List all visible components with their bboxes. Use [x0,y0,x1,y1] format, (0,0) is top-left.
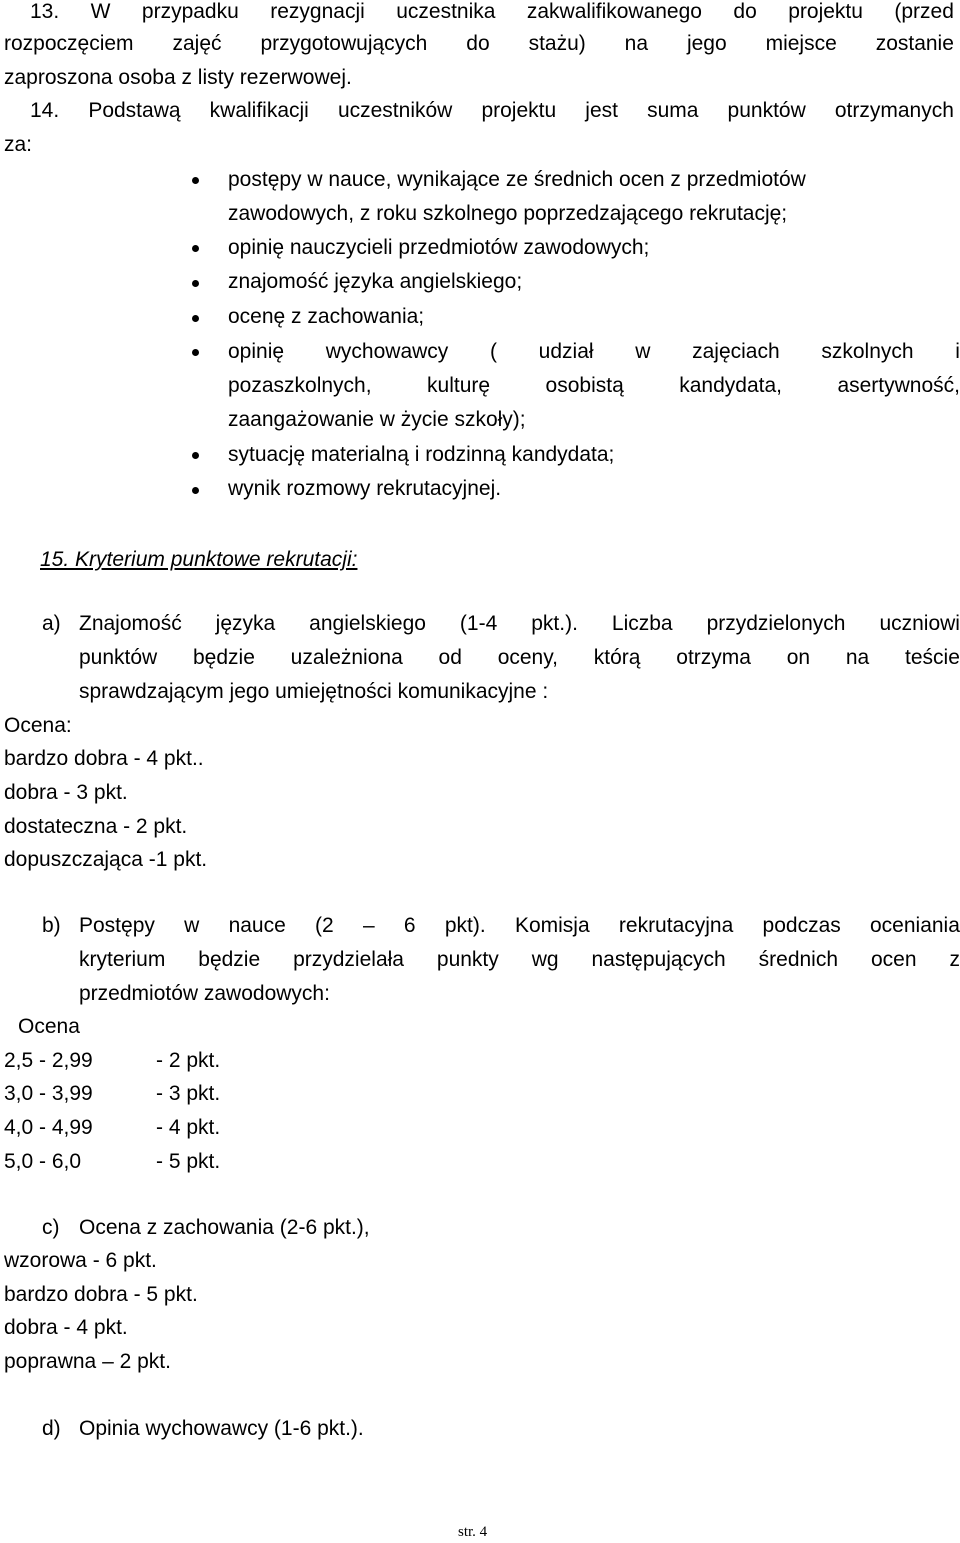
grade-range: 4,0 - 4,99 [4,1116,93,1139]
grade-line: poprawna – 2 pkt. [4,1350,171,1373]
bullet-1-line-1: postępy w nauce, wynikające ze średnich ocen z przedmiotów [228,168,806,191]
section-a-grades-header: Ocena: [4,714,72,737]
word: Liczba [611,612,673,635]
word: uczniowi [879,612,960,635]
bullet-2: opinię nauczycieli przedmiotów zawodowych; [228,236,650,259]
section-a-line-3: sprawdzającym jego umiejętności komunikacyjne : [79,680,549,703]
section-a-label: a) [42,612,61,635]
bullet-icon [192,245,199,252]
section-heading [4,548,357,572]
word: jest [585,99,618,122]
grade-line: dopuszczająca -1 pkt. [4,848,208,871]
word: pkt.). [531,612,578,635]
grade-range: 2,5 - 2,99 [4,1049,93,1072]
word: następujących [591,948,726,971]
word: w [184,914,200,937]
word: przypadku [141,0,239,23]
word: W [90,0,111,23]
word: zajęciach [692,340,780,363]
word: on [786,646,811,669]
item-13-line-3: zaproszona osoba z listy rezerwowej. [4,66,352,89]
section-b-line-3: przedmiotów zawodowych: [79,982,330,1005]
bullet-5-line-1 [228,340,960,364]
item-13-line-2 [4,32,954,56]
word: szkolnych [821,340,914,363]
word: i [955,340,960,363]
section-b-grades-header: Ocena [18,1015,80,1038]
word: rozpoczęciem [4,32,134,55]
word: opinię [228,340,285,363]
word: zakwalifikowanego [526,0,702,23]
word: otrzyma [676,646,751,669]
item-13-line-1 [30,0,954,24]
grade-range: 5,0 - 6,0 [4,1150,82,1173]
grade-row [4,1082,404,1106]
word: do [733,0,757,23]
word: stażu) [528,32,586,55]
word: będzie [198,948,261,971]
word: przydzielonych [706,612,846,635]
word: angielskiego [309,612,426,635]
word: jego [686,32,727,55]
section-c-text: Ocena z zachowania (2-6 pkt.), [79,1216,370,1239]
bullet-7: wynik rozmowy rekrutacyjnej. [228,477,502,500]
word: oceniania [870,914,960,937]
bullet-icon [192,315,199,322]
word: punktów [79,646,158,669]
grade-points: - 3 pkt. [156,1082,221,1105]
word: – [362,914,375,937]
word: udział [538,340,594,363]
word: kulturę [427,374,491,397]
word: Znajomość [79,612,182,635]
word: 6 [403,914,416,937]
word: zajęć [172,32,222,55]
grade-points: - 4 pkt. [156,1116,221,1139]
bullet-4: ocenę z zachowania; [228,305,425,328]
word: teście [905,646,960,669]
section-heading-text: 15. Kryterium punktowe rekrutacji: [40,548,358,571]
word: średnich [758,948,839,971]
grade-line: bardzo dobra - 5 pkt. [4,1283,198,1306]
word: na [845,646,870,669]
section-a-line-1 [79,612,960,636]
grade-row [4,1116,404,1140]
grade-line: wzorowa - 6 pkt. [4,1249,157,1272]
word: projektu [481,99,557,122]
page-number: str. 4 [458,1524,488,1540]
grade-row [4,1049,404,1073]
bullet-icon [192,280,199,287]
section-b-line-1 [79,914,960,938]
word: uczestnika [396,0,496,23]
section-a-line-2 [79,646,960,670]
item-14-line-2: za: [4,133,33,156]
word: zostanie [875,32,954,55]
word: pkt). [444,914,486,937]
word: (2 [315,914,334,937]
word: Postępy [79,914,155,937]
section-b-label: b) [42,914,61,937]
bullet-icon [192,177,199,184]
bullet-5-line-2 [228,374,960,398]
word: uczestników [337,99,453,122]
section-b-line-2 [79,948,960,972]
word: którą [593,646,641,669]
word: wychowawcy [325,340,449,363]
word: w [635,340,651,363]
word: miejsce [765,32,837,55]
word: podczas [762,914,841,937]
word: (1-4 [459,612,498,635]
word: przygotowujących [260,32,428,55]
word: wg [531,948,559,971]
word: (przed [894,0,954,23]
section-d-label: d) [42,1417,61,1440]
word: punkty [436,948,499,971]
grade-range: 3,0 - 3,99 [4,1082,93,1105]
bullet-3: znajomość języka angielskiego; [228,270,523,293]
word: do [466,32,490,55]
section-d-text: Opinia wychowawcy (1-6 pkt.). [79,1417,364,1440]
word: rezygnacji [270,0,365,23]
word: oceny, [497,646,559,669]
bullet-icon [192,487,199,494]
word: osobistą [545,374,624,397]
bullet-6: sytuację materialną i rodzinną kandydata; [228,443,615,466]
word: Podstawą [88,99,181,122]
bullet-5-line-3: zaangażowanie w życie szkoły); [228,408,526,431]
bullet-icon [192,349,199,356]
word: języka [215,612,276,635]
grade-line: dostateczna - 2 pkt. [4,815,188,838]
bullet-1-line-2: zawodowych, z roku szkolnego poprzedzającego rekrutację; [228,202,788,225]
word: Komisja [514,914,590,937]
grade-points: - 5 pkt. [156,1150,221,1173]
word: kandydata, [679,374,782,397]
word: nauce [228,914,286,937]
grade-points: - 2 pkt. [156,1049,221,1072]
word: pozaszkolnych, [228,374,372,397]
grade-line: dobra - 3 pkt. [4,781,128,804]
word: suma [647,99,699,122]
section-c-label: c) [42,1216,60,1239]
word: asertywność, [837,374,960,397]
word: uzależniona [290,646,403,669]
bullet-icon [192,452,199,459]
word: projektu [788,0,863,23]
word: kryterium [79,948,166,971]
word: z [949,948,960,971]
word: od [438,646,462,669]
grade-row [4,1150,404,1174]
grade-line: dobra - 4 pkt. [4,1316,128,1339]
word: ocen [870,948,917,971]
word: będzie [193,646,255,669]
word: na [624,32,649,55]
word: 13. [30,0,60,23]
word: rekrutacyjna [618,914,734,937]
word: punktów [727,99,806,122]
grade-line: bardzo dobra - 4 pkt.. [4,747,204,770]
word: przydzielała [293,948,404,971]
item-14-line-1 [30,99,954,123]
word: otrzymanych [834,99,954,122]
word: kwalifikacji [209,99,309,122]
word: 14. [30,99,60,122]
word: ( [489,340,497,363]
